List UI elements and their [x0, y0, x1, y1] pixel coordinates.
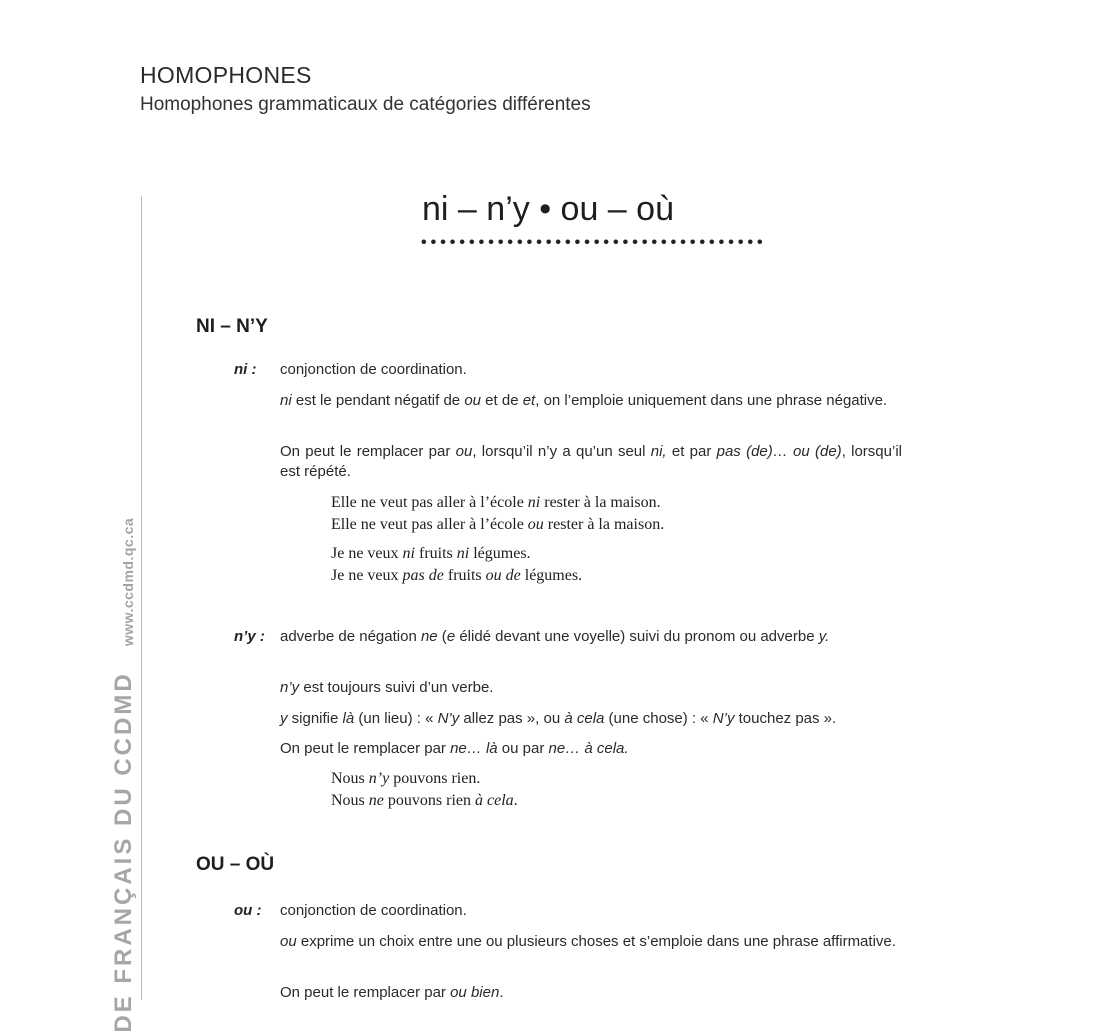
definition-ou: conjonction de coordination.	[280, 902, 467, 919]
note-ny-3: On peut le remplacer par ne… là ou par ne… à cela.	[280, 740, 629, 757]
definition-ni: conjonction de coordination.	[280, 361, 467, 378]
note-ny-2: y signifie là (un lieu) : « N’y allez pas », ou à cela (une chose) : « N’y touchez pas ».	[280, 710, 837, 727]
note-ou-2: On peut le remplacer par ou bien.	[280, 984, 504, 1001]
example-ni-1: Elle ne veut pas aller à l’école ni rester à la maison.	[331, 494, 661, 511]
example-ni-2: Elle ne veut pas aller à l’école ou rester à la maison.	[331, 516, 665, 533]
sidebar-brand: DE FRANÇAIS DU CCDMD	[110, 671, 137, 1033]
section-heading-ou-ou: OU – OÙ	[196, 854, 275, 875]
page-header-subtitle: Homophones grammaticaux de catégories différentes	[140, 94, 591, 115]
note-ny-1: n’y est toujours suivi d’un verbe.	[280, 679, 494, 696]
page-title: ni – n’y • ou – où	[422, 190, 674, 228]
definition-ny: adverbe de négation ne (e élidé devant une voyelle) suivi du pronom ou adverbe y.	[280, 628, 830, 645]
example-ni-3: Je ne veux ni fruits ni légumes.	[331, 545, 531, 562]
note-ni-2: On peut le remplacer par ou, lorsqu’il n’y a qu’un seul ni, et par pas (de)… ou (de), lorsqu’il est répété.	[280, 443, 902, 480]
term-ni: ni :	[234, 361, 257, 378]
term-ou: ou :	[234, 902, 262, 919]
term-ny: n’y :	[234, 628, 265, 645]
section-heading-ni-ny: NI – N’Y	[196, 316, 268, 337]
title-dotted-underline: ••••••••••••••••••••••••••••••••••••	[421, 234, 767, 251]
example-ny-1: Nous n’y pouvons rien.	[331, 770, 481, 787]
example-ni-4: Je ne veux pas de fruits ou de légumes.	[331, 567, 583, 584]
note-ni-1: ni est le pendant négatif de ou et de et, on l’emploie uniquement dans une phrase négative.	[280, 392, 888, 409]
note-ou-1: ou exprime un choix entre une ou plusieurs choses et s’emploie dans une phrase affirmative.	[280, 933, 896, 950]
margin-rule	[141, 196, 142, 1000]
page-header-title: HOMOPHONES	[140, 62, 312, 88]
sidebar-url: www.ccdmd.qc.ca	[120, 517, 136, 647]
example-ny-2: Nous ne pouvons rien à cela.	[331, 792, 518, 809]
